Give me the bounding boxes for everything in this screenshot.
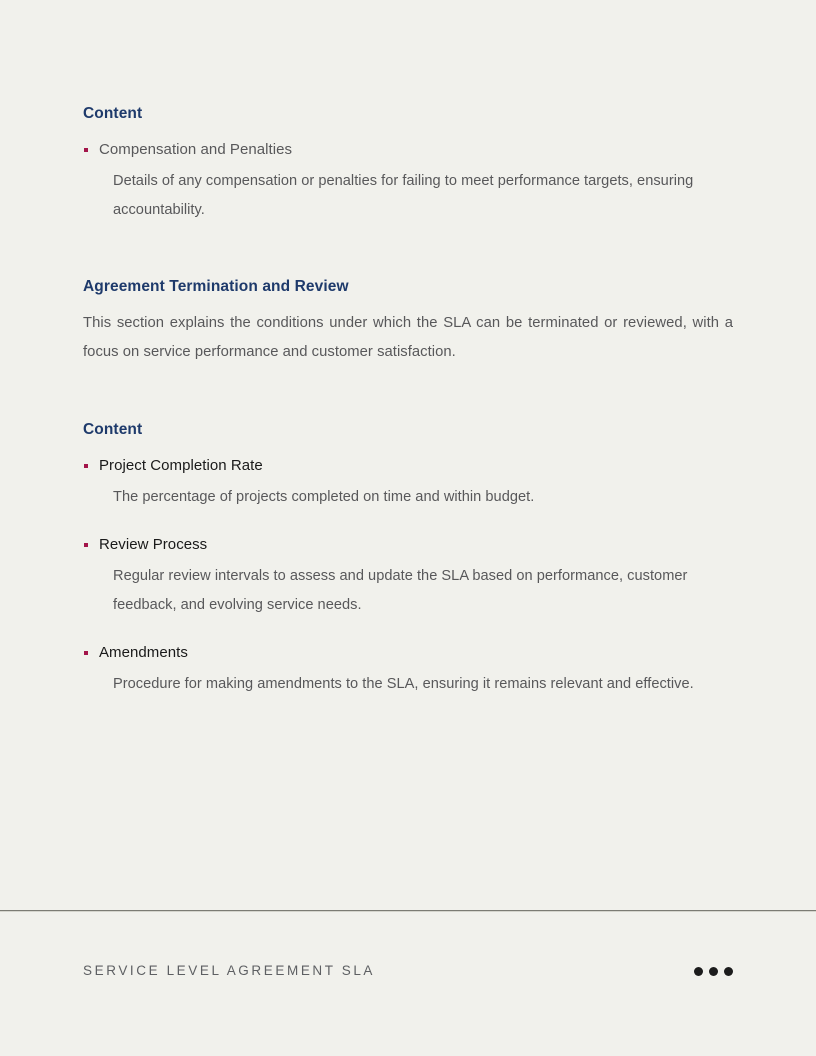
footer-divider (0, 910, 816, 912)
footer-document-title: SERVICE LEVEL AGREEMENT SLA (83, 963, 376, 978)
list-item-description: Regular review intervals to assess and update the SLA based on performance, customer feedback, and evolving service needs. (113, 568, 688, 613)
dot-icon (724, 967, 733, 976)
list-item-title: Review Process (99, 536, 208, 553)
list-item-title: Amendments (99, 644, 188, 661)
content-heading-1: Content (83, 105, 143, 122)
bullet-list-2-block (83, 455, 733, 699)
section-heading-block (83, 277, 733, 297)
bullet-list-1-block (83, 139, 733, 225)
section-heading: Agreement Termination and Review (83, 278, 349, 295)
list-item (83, 534, 733, 620)
bullet-list-2 (83, 455, 733, 699)
list-item-title: Compensation and Penalties (99, 141, 293, 158)
content-heading-2: Content (83, 421, 143, 438)
list-item-description: The percentage of projects completed on time and within budget. (113, 489, 535, 505)
dot-icon (709, 967, 718, 976)
list-item-description: Procedure for making amendments to the SLA, ensuring it remains relevant and effective. (113, 676, 694, 692)
bullet-square-icon (84, 148, 88, 152)
footer-dots-decoration (694, 967, 733, 976)
content-heading-1-block (83, 104, 733, 124)
dot-icon (694, 967, 703, 976)
bullet-square-icon (84, 543, 88, 547)
content-heading-2-block (83, 420, 733, 440)
page-footer (83, 962, 733, 980)
section-paragraph-block (83, 309, 733, 367)
bullet-list-1 (83, 139, 733, 225)
list-item (83, 455, 733, 512)
list-item-title: Project Completion Rate (99, 457, 263, 474)
list-item-description: Details of any compensation or penalties for failing to meet performance targets, ensuring accountability. (113, 173, 694, 218)
list-item (83, 139, 733, 225)
list-item (83, 642, 733, 699)
bullet-square-icon (84, 651, 88, 655)
bullet-square-icon (84, 464, 88, 468)
section-paragraph: This section explains the conditions under which the SLA can be terminated or reviewed, with a focus on service performance and customer satisfaction. (83, 315, 733, 360)
